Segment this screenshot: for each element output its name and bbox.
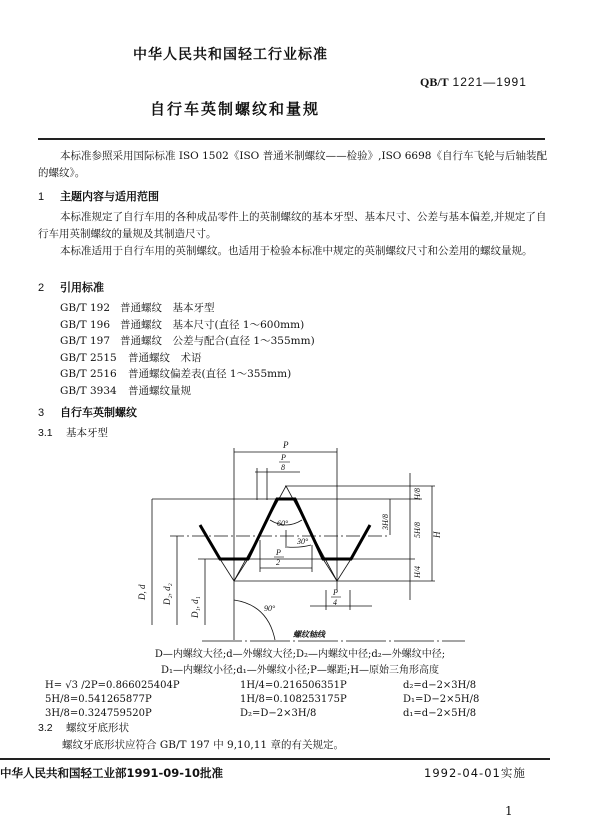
- figure-legend-line-2: D₁—内螺纹小径;d₁—外螺纹小径;P—螺距;H—原始三角形高度: [161, 665, 439, 676]
- svg-text:P: P: [281, 453, 286, 462]
- approval-note: 中华人民共和国轻工业部1991-09-10批准: [0, 766, 224, 780]
- standard-number: [420, 75, 527, 90]
- section-3-2-heading: 3.2 螺纹牙底形状: [38, 722, 129, 734]
- reference-item: GB/T 197 普通螺纹 公差与配合(直径 1～355mm): [60, 335, 315, 347]
- figure-legend-line-1: D—内螺纹大径;d—外螺纹大径;D₂—内螺纹中径;d₂—外螺纹中径;: [154, 649, 446, 660]
- svg-text:5H/8: 5H/8: [413, 522, 422, 538]
- footer-divider: [0, 758, 550, 760]
- reference-item: GB/T 3934 普通螺纹量规: [60, 384, 191, 397]
- thread-profile-diagram: [0, 430, 600, 645]
- header-divider: [38, 138, 545, 140]
- svg-text:H/8: H/8: [413, 488, 422, 500]
- svg-text:D₂, d₂: D₂, d₂: [162, 583, 172, 605]
- section-3-1-heading: 3.1 基本牙型: [38, 427, 108, 439]
- svg-text:90°: 90°: [264, 604, 276, 613]
- section-title: 引用标准: [60, 281, 104, 294]
- section-number: 3: [38, 407, 45, 419]
- svg-text:4: 4: [333, 598, 337, 607]
- label-P: P: [283, 440, 289, 450]
- svg-text:60°: 60°: [277, 519, 289, 528]
- section-number: 1: [38, 191, 45, 203]
- section-title: 自行车英制螺纹: [60, 406, 137, 419]
- section-title: 主题内容与适用范围: [60, 190, 159, 203]
- section-2-heading: [38, 279, 104, 295]
- svg-text:D, d: D, d: [137, 584, 147, 600]
- reference-item: GB/T 196 普通螺纹 基本尺寸(直径 1～600mm): [60, 318, 305, 331]
- reference-item: GB/T 192 普通螺纹 基本牙型: [60, 302, 215, 314]
- svg-text:D₁, d₁: D₁, d₁: [190, 596, 200, 618]
- standard-number-value: 1221—1991: [452, 75, 527, 89]
- standard-body-heading: 中华人民共和国轻工行业标准: [133, 47, 328, 63]
- section-1-paragraph-1: 本标准规定了自行车用的各种成品零件上的英制螺纹的基本牙型、基本尺寸、公差与基本偏差,并规定了自行车用英制螺纹的量规及其制造尺寸。: [38, 211, 547, 240]
- reference-item: GB/T 2516 普通螺纹偏差表(直径 1～355mm): [60, 368, 292, 380]
- standard-code: QB/T: [420, 75, 449, 89]
- reference-item: GB/T 2515 普通螺纹 术语: [60, 351, 202, 364]
- axis-label: 螺纹轴线: [293, 630, 325, 639]
- svg-text:P: P: [276, 548, 281, 557]
- formula-column-1: H= √3 /2P=0.866025404P 5H/8=0.541265877P 3H/8=0.324759520P: [45, 680, 180, 719]
- svg-text:H: H: [432, 531, 442, 538]
- section-1-heading: [38, 188, 159, 204]
- reference-list: [60, 300, 315, 399]
- formula-column-2: 1H/4=0.216506351P 1H/8=0.108253175P D₂=D−2×3H/8: [240, 680, 347, 719]
- document-title: 自行车英制螺纹和量规: [150, 100, 321, 118]
- section-3-2-text: 螺纹牙底形状应符合 GB/T 197 中 9,10,11 章的有关规定。: [62, 739, 344, 751]
- formula-column-3: d₂=d−2×3H/8 D₁=D−2×5H/8 d₁=d−2×5H/8: [403, 680, 480, 719]
- svg-text:H/4: H/4: [413, 566, 422, 578]
- svg-text:30°: 30°: [297, 537, 309, 546]
- svg-text:P: P: [333, 588, 338, 597]
- section-1-paragraph-2: 本标准适用于自行车用的英制螺纹。也适用于检验本标准中规定的英制螺纹尺寸和公差用的螺纹量规。: [60, 245, 533, 257]
- foreword: 本标准参照采用国际标准 ISO 1502《ISO 普通米制螺纹——检验》,ISO 6698《自行车飞轮与后轴装配的螺纹》。: [38, 150, 547, 179]
- effective-date: 1992-04-01实施: [424, 766, 526, 780]
- section-number: 2: [38, 282, 45, 294]
- section-3-heading: [38, 404, 137, 420]
- svg-text:8: 8: [281, 463, 285, 472]
- svg-text:3H/8: 3H/8: [381, 514, 390, 530]
- svg-text:2: 2: [276, 558, 280, 567]
- page-number: 1: [505, 804, 513, 818]
